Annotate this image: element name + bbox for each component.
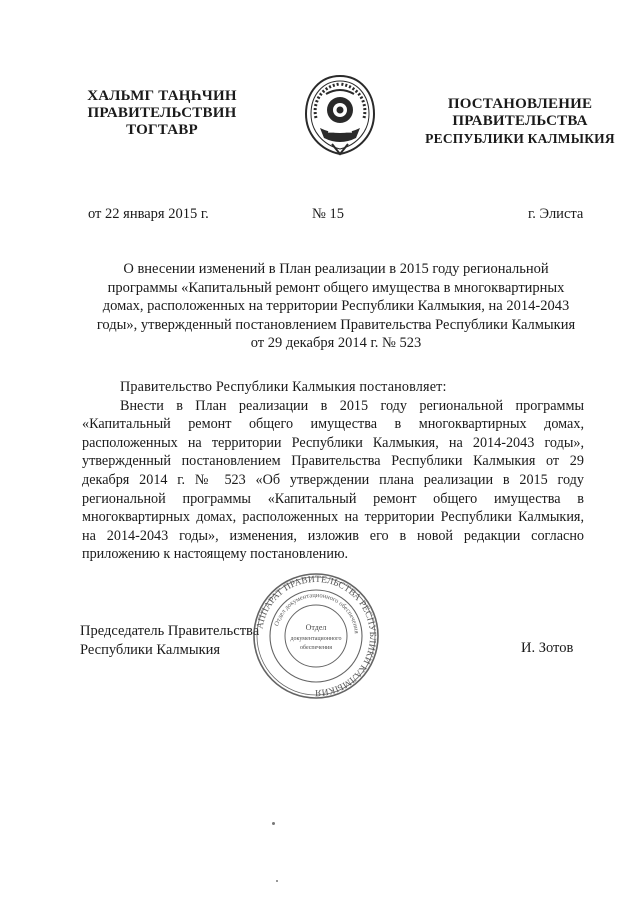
decree-body (82, 378, 584, 564)
header-russian (420, 96, 620, 147)
header-kalmyk-line-1: ХАЛЬМГ ТАҢҺЧИН (87, 88, 237, 104)
header-russian-line-1: ПОСТАНОВЛЕНИЕ (447, 96, 593, 112)
stamp-inner-ring-text: Отдел документационного обеспечения (273, 591, 360, 634)
stamp-center-line-1: Отдел (305, 623, 327, 632)
body-paragraph: Внести в План реализации в 2015 году региональной программы «Капитальный ремонт общего имущества в многоквартирных домах, расположенных на территории Республики Калмыкия, на 2014-2043 годы», утвержденный постановлением Правительства Республики Калмыкия от 29 декабря 2014 г. № 523 «Об утверждении плана реализации в 2015 году региональной программы «Капитальный ремонт общего имущества в многоквартирных домах, расположенных на территории Республики Калмыкия, на 2014-2043 годы», изменения, изложив его в новой редакции согласно приложению к настоящему постановлению. (82, 397, 584, 563)
header-kalmyk-line-3: ТОГТАВР (126, 122, 198, 138)
title-line: от 29 декабря 2014 г. № 523 (250, 335, 422, 351)
decree-city: г. Элиста (528, 206, 584, 222)
decree-date: от 22 января 2015 г. (88, 206, 209, 222)
header-kalmyk-line-2: ПРАВИТЕЛЬСТВИН (87, 105, 237, 121)
scan-speck (272, 822, 275, 825)
title-line: годы», утвержденный постановлением Правительства Республики Калмыкия (96, 316, 576, 333)
signatory-position (80, 622, 259, 659)
header-russian-line-3: РЕСПУБЛИКИ КАЛМЫКИЯ (425, 131, 615, 146)
decree-title (86, 260, 586, 353)
signatory-position-line-2: Республики Калмыкия (80, 641, 221, 658)
scan-speck (276, 880, 278, 882)
title-line: домах, расположенных на территории Республики Калмыкия, на 2014-2043 (102, 298, 570, 314)
title-line: программы «Капитальный ремонт общего имущества в многоквартирных (107, 279, 565, 296)
stamp-ring-text: АППАРАТ ПРАВИТЕЛЬСТВА РЕСПУБЛИКИ КАЛМЫКИЯ (255, 574, 378, 698)
header-russian-line-2: ПРАВИТЕЛЬСТВА (452, 113, 588, 129)
stamp-center-line-2: документационного (290, 636, 342, 642)
signatory-position-line-1: Председатель Правительства (80, 623, 260, 639)
header-kalmyk (72, 88, 252, 139)
signatory-name: И. Зотов (521, 640, 574, 656)
stamp-center-line-3: обеспечения (299, 645, 333, 651)
office-stamp (252, 572, 380, 700)
decree-number: № 15 (312, 206, 344, 222)
coat-of-arms-icon (302, 72, 378, 158)
body-lead: Правительство Республики Калмыкия постановляет: (120, 379, 447, 395)
title-line: О внесении изменений в План реализации в 2015 году региональной (123, 261, 549, 277)
